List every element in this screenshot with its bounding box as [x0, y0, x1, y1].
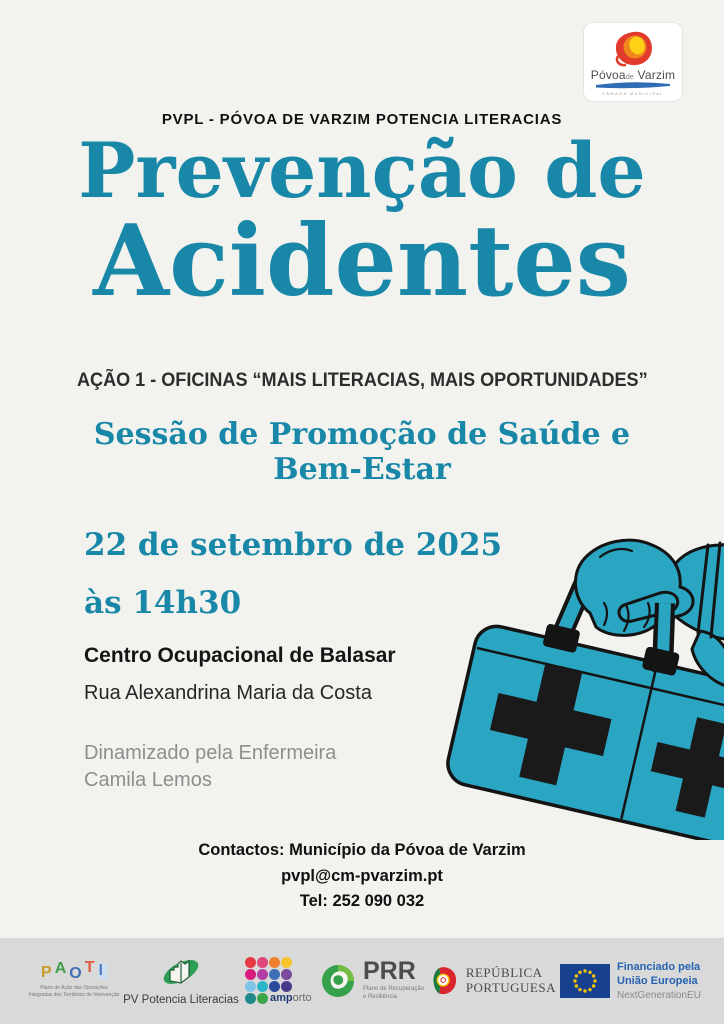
pv-literacias-leaf-icon [160, 957, 202, 991]
facilitator-line1: Dinamizado pela Enfermeira [84, 742, 337, 764]
prr-globe-icon [320, 963, 356, 999]
event-address: Rua Alexandrina Maria da Costa [84, 682, 372, 704]
action-line: AÇÃO 1 - OFICINAS “MAIS LITERACIAS, MAIS OPORTUNIDADES” [76, 370, 648, 391]
contacts-line1: Contactos: Município da Póvoa de Varzim [198, 841, 526, 859]
event-venue: Centro Ocupacional de Balasar [84, 644, 396, 667]
republica-label: REPÚBLICA PORTUGUESA [465, 965, 556, 995]
eu-flag-icon [560, 964, 610, 998]
eu-funding-line1: Financiado pela [617, 961, 701, 974]
session-title [0, 417, 724, 488]
kicker-line: PVPL - PÓVOA DE VARZIM POTENCIA LITERACIAS [161, 111, 563, 128]
footer-logo-strip [0, 938, 724, 1024]
paoti-letters: PAOTI [41, 958, 106, 982]
povoa-sun-icon [610, 29, 656, 67]
eu-funding-line2: União Europeia [617, 975, 698, 987]
page-title-line2: Acidentes [93, 204, 631, 319]
prr-caption: Plano de Recuperação e Resiliência [362, 985, 425, 1001]
republica-portuguesa-logo [432, 954, 556, 1008]
session-title-line2: Bem-Estar [273, 452, 451, 488]
contacts-phone: Tel: 252 090 032 [299, 892, 425, 911]
session-title-line1: Sessão de Promoção de Saúde e [93, 417, 631, 452]
contacts-block [0, 838, 724, 915]
eu-funding-logo [560, 954, 716, 1008]
republica-flag-icon [432, 964, 459, 998]
facilitator-text [84, 740, 336, 794]
paoti-logo [24, 944, 124, 1018]
amporto-label: amporto [270, 992, 312, 1004]
facilitator-line2: Camila Lemos [84, 769, 212, 791]
pv-potencia-literacias-logo [122, 946, 240, 1016]
org-subtitle: CÂMARA MUNICIPAL [602, 90, 664, 96]
org-name: Póvoade Varzim [590, 67, 676, 82]
prr-label: PRR [362, 957, 416, 986]
paoti-caption: Plano de Ação das Operações Integradas dos Territórios de Intervenção [28, 984, 120, 998]
contacts-email: pvpl@cm-pvarzim.pt [281, 866, 443, 885]
first-aid-kit-illustration [424, 505, 724, 840]
prr-logo [314, 952, 430, 1010]
page-title-line1: Prevenção de [78, 126, 646, 215]
eu-nextgeneration-label: NextGenerationEU [617, 989, 701, 1001]
event-time: às 14h30 [84, 585, 242, 621]
povoa-varzim-logo [584, 23, 682, 101]
pv-literacias-label: PV Potencia Literacias [123, 993, 239, 1006]
event-date: 22 de setembro de 2025 [84, 527, 503, 563]
blue-wave-icon [594, 82, 672, 89]
